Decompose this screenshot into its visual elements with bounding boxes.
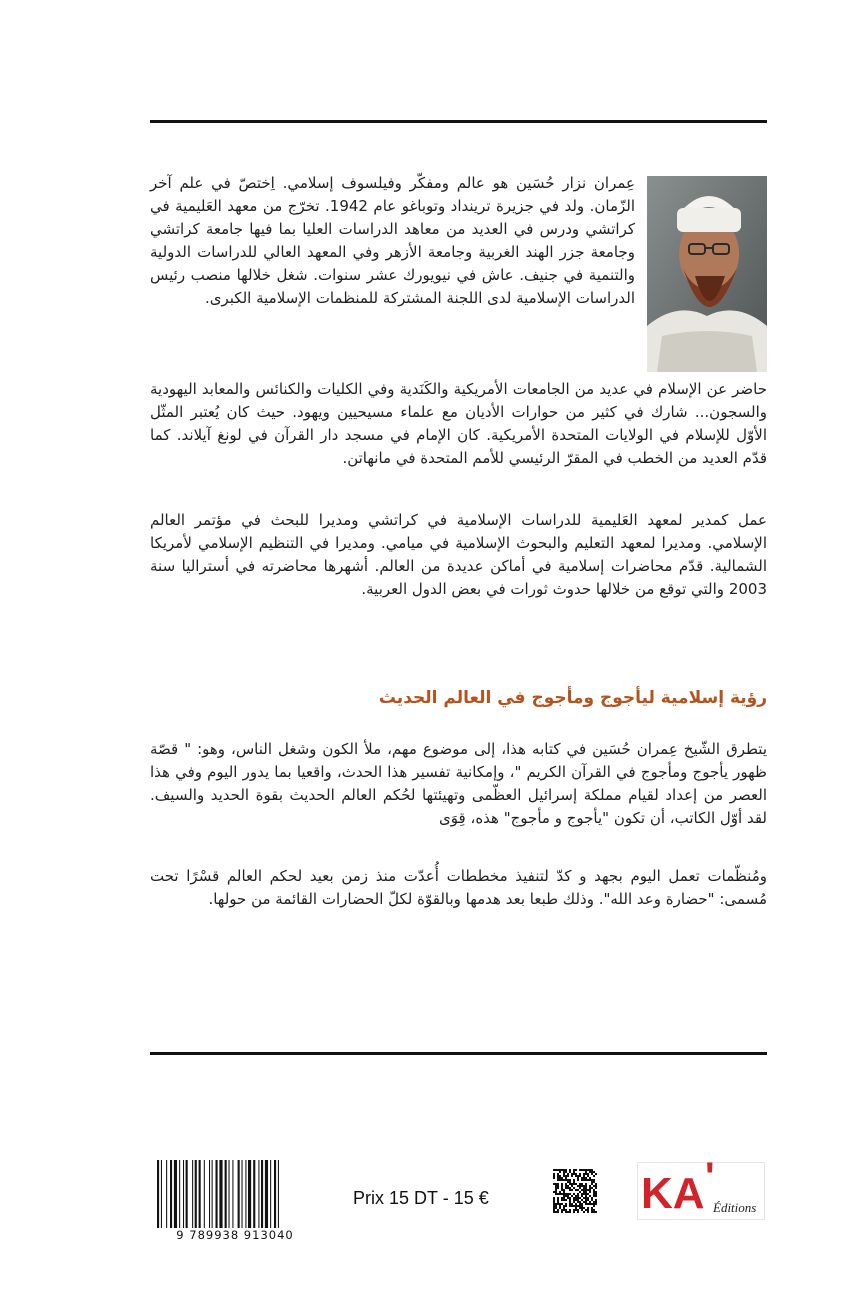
price-label: Prix 15 DT - 15 €	[353, 1188, 489, 1208]
svg-text:KA: KA	[641, 1169, 705, 1218]
publisher-logo	[637, 1162, 765, 1220]
svg-text:': '	[705, 1162, 715, 1199]
author-portrait	[647, 176, 767, 372]
author-intro-paragraph: عِمران نزار حُسَين هو عالم ومفكّر وفيلسوف إسلامي. اِختصّ في علم آخر الزّمان. ولد في جزيرة ترينداد وتوباغو عام 1942. تخرّج من معهد العَليمية في كراتشي ودرس في العديد من معاهد الدراسات العليا بما فيها جامعة كراتشي وجامعة جزر الهند الغربية وجامعة الأزهر وفي المعهد العالي للدراسات الدولية والتنمية في جنيف. عاش في نيويورك عشر سنوات. شغل خلالها منصب رئيس الدراسات الإسلامية لدى اللجنة المشتركة للمنظمات الإسلامية الكبرى.	[150, 174, 635, 307]
book-summary-paragraph: يتطرق الشّيخ عِمران حُسَين في كتابه هذا، إلى موضوع مهم، ملأ الكون وشغل الناس، وهو: " قصّة ظهور يأجوج ومأجوج في القرآن الكريم "، وإمكانية تفسير هذا الحدث، واقعيا بما يدور اليوم وفي هذا العصر من إعداد لقيام مملكة إسرائيل العظّمى وتهيئتها لحُكم العالم الحديث بقوة الحديد والسيف. لقد أوّل الكاتب، أن تكون "يأجوج و مأجوج" هذه، قِوَى	[150, 740, 767, 827]
isbn-number: 9 789938 913040	[176, 1228, 294, 1242]
book-title-heading: رؤية إسلامية ليأجوج ومأجوج في العالم الحديث	[378, 688, 767, 708]
barcode-icon	[155, 1160, 315, 1232]
svg-text:Éditions: Éditions	[713, 1200, 757, 1215]
author-bio-paragraph: حاضر عن الإسلام في عديد من الجامعات الأمريكية والكَنَدية وفي الكليات والكنائس والمعابد اليهودية والسجون... شارك في كثير من حوارات الأديان مع علماء مسيحيين ويهود. حيث كان يُعتبر المثّل الأوّل للإسلام في الولايات المتحدة الأمريكية. كان الإمام في مسجد دار القرآن في لونغ آيلاند. كما قدّم العديد من الخطب في المقرّ الرئيسي للأمم المتحدة في مانهاتن.	[150, 380, 767, 467]
top-divider	[150, 120, 767, 123]
book-summary-continued: ومُنظّمات تعمل اليوم بجهد و كدّ لتنفيذ مخططات أُعدّت منذ زمن بعيد لحكم العالم قسْرًا تحت مُسمى: "حضارة وعد الله". وذلك طبعا بعد هدمها وبالقوّة لكلّ الحضارات القائمة من حولها.	[150, 867, 767, 908]
qr-code-icon	[553, 1166, 597, 1216]
bottom-divider	[150, 1052, 767, 1055]
author-career-paragraph: عمل كمدير لمعهد العَليمية للدراسات الإسلامية في كراتشي ومديرا للبحث في مؤتمر العالم الإسلامي. ومديرا لمعهد التعليم والبحوث الإسلامية في ميامي. ومديرا في التنظيم الإسلامي لأمريكا الشمالية. قدّم محاضرات إسلامية في أماكن عديدة من العالم. أشهرها محاضرته في أستراليا سنة 2003 والتي توقع من خلالها حدوث ثورات في بعض الدول العربية.	[150, 511, 767, 598]
